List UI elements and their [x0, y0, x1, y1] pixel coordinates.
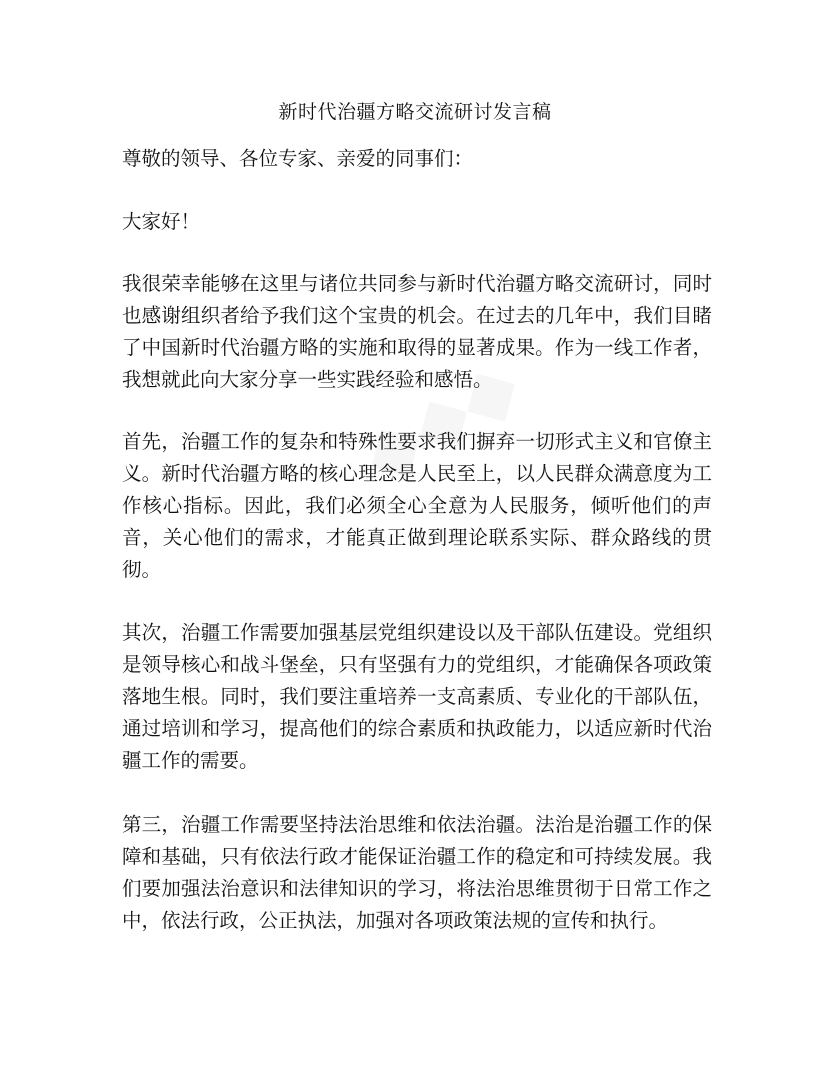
first-point-paragraph: 首先，治疆工作的复杂和特殊性要求我们摒弃一切形式主义和官僚主义。新时代治疆方略的核心理念是人民至上，以人民群众满意度为工作核心指标。因此，我们必须全心全意为人民服务，倾听他们的声音，关心他们的需求，才能真正做到理论联系实际、群众路线的贯彻。 — [122, 430, 712, 581]
intro-paragraph: 我很荣幸能够在这里与诸位共同参与新时代治疆方略交流研讨，同时也感谢组织者给予我们这个宝贵的机会。在过去的几年中，我们目睹了中国新时代治疆方略的实施和取得的显著成果。作为一线工作者，我想就此向大家分享一些实践经验和感悟。 — [122, 272, 712, 391]
greeting-paragraph: 大家好！ — [122, 210, 201, 233]
third-point-paragraph: 第三，治疆工作需要坚持法治思维和依法治疆。法治是治疆工作的保障和基础，只有依法行政才能保证治疆工作的稳定和可持续发展。我们要加强法治意识和法律知识的学习，将法治思维贯彻于日常工作之中，依法行政，公正执法，加强对各项政策法规的宣传和执行。 — [122, 813, 712, 932]
document-title: 新时代治疆方略交流研讨发言稿 — [278, 101, 552, 123]
second-point-paragraph: 其次，治疆工作需要加强基层党组织建设以及干部队伍建设。党组织是领导核心和战斗堡垒，只有坚强有力的党组织，才能确保各项政策落地生根。同时，我们要注重培养一支高素质、专业化的干部队伍，通过培训和学习，提高他们的综合素质和执政能力，以适应新时代治疆工作的需要。 — [122, 621, 712, 772]
salutation-paragraph: 尊敬的领导、各位专家、亲爱的同事们： — [122, 147, 474, 170]
